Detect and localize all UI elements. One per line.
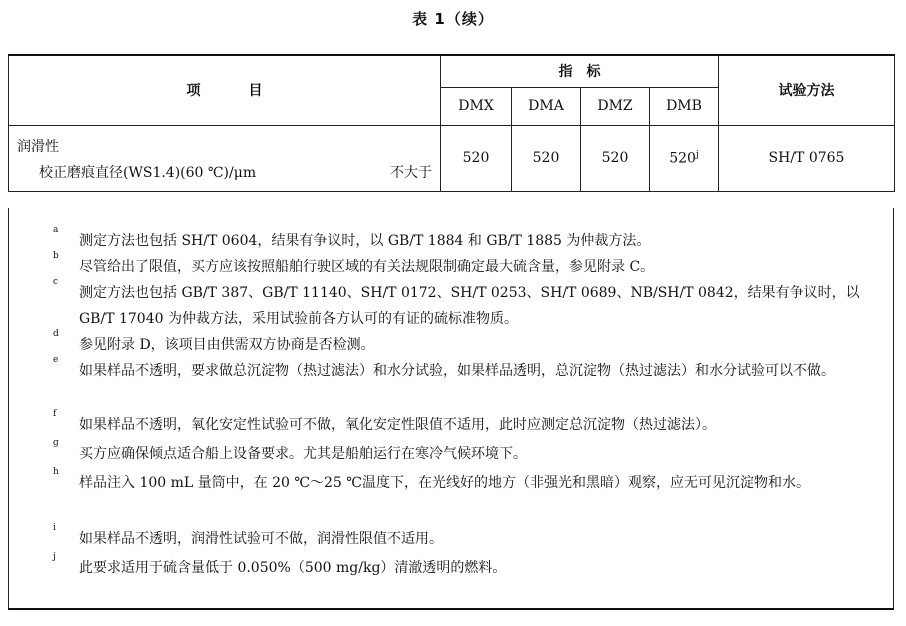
footnotes <box>8 208 894 610</box>
footnote-text: 买方应确保倾点适合船上设备要求。尤其是船舶运行在寒冷气候环境下。 <box>79 446 527 462</box>
grade-dmz: DMZ <box>581 87 650 125</box>
grade-dma: DMA <box>512 87 581 125</box>
method-value: SH/T 0765 <box>719 125 895 191</box>
footnote-text: 测定方法也包括 GB/T 387、GB/T 11140、SH/T 0172、SH/T 0253、SH/T 0689、NB/SH/T 0842，结果有争议时，以 GB/T 17040 为仲裁方法，采用试验前各方认可的有证的硫标准物质。 <box>79 285 860 327</box>
footnote-text: 测定方法也包括 SH/T 0604，结果有争议时，以 GB/T 1884 和 GB/T 1885 为仲裁方法。 <box>79 233 651 249</box>
footnote-text: 如果样品不透明，氧化安定性试验可不做，氧化安定性限值不适用，此时应测定总沉淀物（热过滤法）。 <box>79 417 716 433</box>
value-dmb-number: 520 <box>669 150 696 167</box>
table-row <box>9 125 895 191</box>
footnote-mark: d <box>53 329 59 339</box>
spec-table <box>8 54 895 192</box>
footnote-mark: h <box>53 467 59 477</box>
project-header-char-2: 目 <box>248 83 263 100</box>
footnote-text: 样品注入 100 mL 量筒中，在 20 ℃～25 ℃温度下，在光线好的地方（非强光和黑暗）观察，应无可见沉淀物和水。 <box>79 475 810 491</box>
footnote-text: 如果样品不透明，润滑性试验可不做，润滑性限值不适用。 <box>79 531 443 547</box>
footnote-mark: a <box>53 225 59 235</box>
indicator-header: 指 标 <box>441 55 719 87</box>
item-name: 校正磨痕直径(WS1.4)(60 ℃)/μm <box>39 164 257 181</box>
project-header <box>9 55 441 125</box>
grade-dmx: DMX <box>441 87 512 125</box>
footnote-mark: i <box>53 523 56 533</box>
value-dmb-footnote-mark: j <box>695 149 699 160</box>
value-dma: 520 <box>512 125 581 191</box>
footnote-text: 参见附录 D，该项目由供需双方协商是否检测。 <box>79 337 375 353</box>
footnote-text: 如果样品不透明，要求做总沉淀物（热过滤法）和水分试验，如果样品透明，总沉淀物（热过滤法）和水分试验可以不做。 <box>79 363 835 379</box>
value-dmz: 520 <box>581 125 650 191</box>
table-caption: 表 1（续） <box>412 10 494 28</box>
item-cell <box>9 125 441 191</box>
grade-dmb: DMB <box>650 87 719 125</box>
footnote-mark: c <box>53 277 59 287</box>
footnote-mark: e <box>53 355 59 365</box>
value-dmx: 520 <box>441 125 512 191</box>
footnote-mark: b <box>53 251 59 261</box>
item-condition: 不大于 <box>390 164 432 181</box>
value-dmb <box>650 125 719 191</box>
footnote-text: 尽管给出了限值，买方应该按照船舶行驶区域的有关法规限制确定最大硫含量，参见附录 C。 <box>79 259 655 275</box>
footnote-mark: g <box>53 438 59 448</box>
item-title: 润滑性 <box>17 138 59 155</box>
footnote-text: 此要求适用于硫含量低于 0.050%（500 mg/kg）清澈透明的燃料。 <box>79 560 507 576</box>
footnote-mark: j <box>53 552 56 562</box>
method-header: 试验方法 <box>719 55 895 125</box>
footnote-mark: f <box>53 409 57 419</box>
project-header-char-1: 项 <box>186 83 201 100</box>
